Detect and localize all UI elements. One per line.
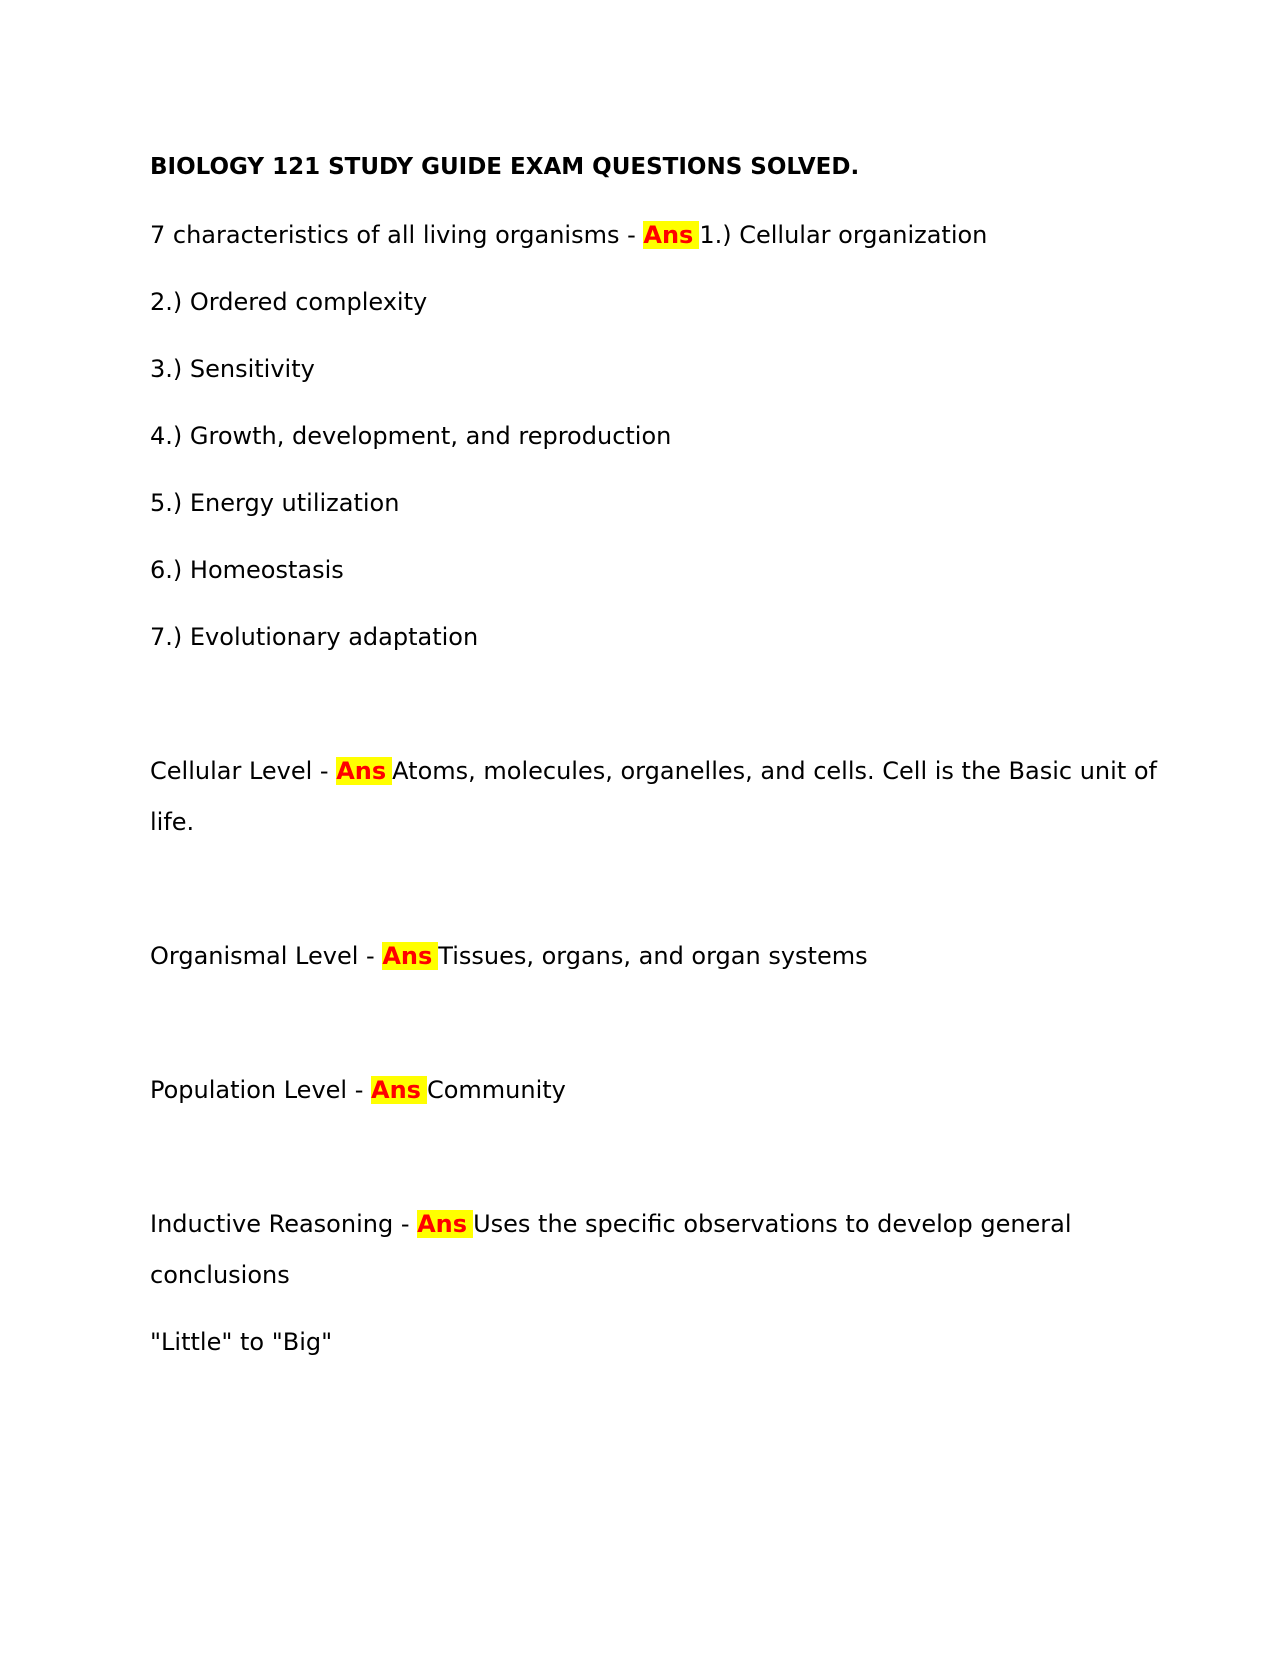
qa-population-level	[150, 1073, 566, 1107]
document-title: BIOLOGY 121 STUDY GUIDE EXAM QUESTIONS SOLVED.	[150, 154, 860, 180]
question-term: Organismal Level -	[150, 942, 383, 970]
question-term: 7 characteristics of all living organisms -	[150, 221, 644, 249]
list-item: 6.) Homeostasis	[150, 556, 344, 584]
question-term: Cellular Level -	[150, 757, 337, 785]
ans-marker: Ans	[417, 1210, 473, 1238]
ans-marker: Ans	[643, 221, 699, 249]
list-item: 5.) Energy utilization	[150, 489, 400, 517]
answer-note: "Little" to "Big"	[150, 1328, 333, 1356]
list-item: 7.) Evolutionary adaptation	[150, 623, 479, 651]
qa-characteristics	[150, 218, 987, 252]
qa-inductive-reasoning	[150, 1207, 1072, 1241]
question-term: Population Level -	[150, 1076, 371, 1104]
answer-text: Uses the specific observations to develop general	[473, 1210, 1072, 1238]
ans-marker: Ans	[336, 757, 392, 785]
answer-continuation: life.	[150, 808, 195, 836]
answer-text: Atoms, molecules, organelles, and cells. Cell is the Basic unit of	[392, 757, 1157, 785]
answer-text: Tissues, organs, and organ systems	[438, 942, 868, 970]
answer-text: Community	[426, 1076, 566, 1104]
question-term: Inductive Reasoning -	[150, 1210, 418, 1238]
ans-marker: Ans	[382, 942, 438, 970]
list-item: 3.) Sensitivity	[150, 355, 315, 383]
answer-text: 1.) Cellular organization	[699, 221, 988, 249]
ans-marker: Ans	[371, 1076, 427, 1104]
list-item: 2.) Ordered complexity	[150, 288, 428, 316]
answer-continuation: conclusions	[150, 1261, 290, 1289]
list-item: 4.) Growth, development, and reproduction	[150, 422, 672, 450]
qa-organismal-level	[150, 939, 868, 973]
qa-cellular-level	[150, 754, 1157, 788]
